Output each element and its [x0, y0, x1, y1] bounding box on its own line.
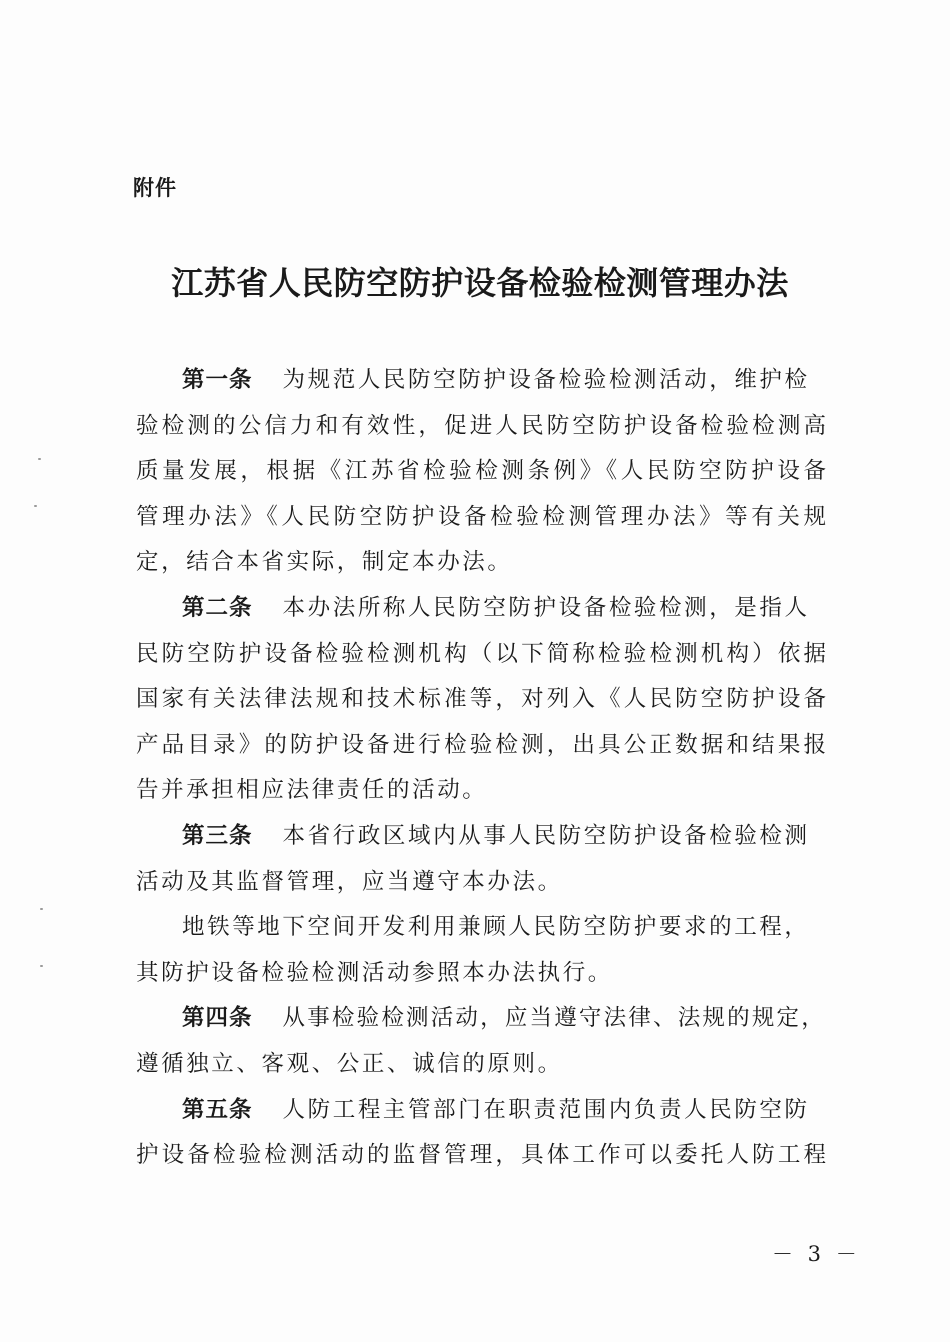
paragraph-line [136, 1042, 826, 1088]
paragraph-line [136, 495, 826, 541]
article-label: 第一条 [182, 367, 253, 393]
line-text: 产品目录》的防护设备进行检验检测，出具公正数据和结果报 [136, 731, 826, 758]
article-paragraph [136, 814, 826, 905]
paragraph-line [136, 358, 826, 404]
page-number: － 3 － [772, 1242, 861, 1266]
line-text: 定，结合本省实际，制定本办法。 [136, 549, 513, 576]
paragraph-line [136, 768, 826, 814]
paragraph-line [136, 996, 826, 1042]
line-text: 活动及其监督管理，应当遵守本办法。 [136, 868, 563, 895]
paragraph-line [136, 1088, 826, 1134]
article-label: 第三条 [182, 822, 253, 849]
line-text: 管理办法》《人民防空防护设备检验检测管理办法》等有关规 [136, 503, 826, 530]
line-text: 人防工程主管部门在职责范围内负责人民防空防 [282, 1096, 810, 1123]
document-title: 江苏省人民防空防护设备检验检测管理办法 [171, 264, 789, 302]
paragraph-line [136, 814, 826, 860]
paragraph-line [136, 449, 826, 495]
scan-speck [38, 458, 41, 460]
paragraph-line [136, 677, 826, 723]
article-paragraph [136, 1088, 826, 1179]
line-text: 验检测的公信力和有效性，促进人民防空防护设备检验检测高 [136, 412, 826, 439]
article-paragraph [136, 905, 826, 996]
paragraph-line [136, 1133, 826, 1179]
article-label: 第四条 [182, 1005, 253, 1032]
article-paragraph [136, 996, 826, 1087]
line-text: 从事检验检测活动，应当遵守法律、法规的规定， [282, 1005, 826, 1032]
scan-speck [40, 965, 43, 967]
line-text: 告并承担相应法律责任的活动。 [136, 777, 488, 804]
attachment-label: 附件 [133, 176, 177, 200]
paragraph-line [136, 586, 826, 632]
article-paragraph [136, 358, 826, 586]
paragraph-line [136, 404, 826, 450]
scan-speck [34, 505, 37, 507]
paragraph-line [136, 860, 826, 906]
line-text: 护设备检验检测活动的监督管理，具体工作可以委托人防工程 [136, 1142, 826, 1169]
line-text: 民防空防护设备检验检测机构（以下简称检验检测机构）依据 [136, 640, 826, 667]
line-text: 为规范人民防空防护设备检验检测活动，维护检 [282, 367, 810, 393]
article-paragraph [136, 586, 826, 814]
line-text: 遵循独立、客观、公正、诚信的原则。 [136, 1050, 563, 1077]
paragraph-line [136, 951, 826, 997]
paragraph-line [136, 632, 826, 678]
scan-speck [40, 908, 43, 910]
line-text: 国家有关法律法规和技术标准等，对列入《人民防空防护设备 [136, 686, 826, 713]
line-text: 本办法所称人民防空防护设备检验检测，是指人 [282, 594, 810, 621]
paragraph-line [136, 540, 826, 586]
line-text: 地铁等地下空间开发利用兼顾人民防空防护要求的工程， [182, 914, 810, 941]
article-label: 第二条 [182, 594, 253, 621]
line-text: 其防护设备检验检测活动参照本办法执行。 [136, 959, 613, 986]
line-text: 质量发展，根据《江苏省检验检测条例》《人民防空防护设备 [136, 458, 826, 485]
paragraph-line [136, 723, 826, 769]
article-label: 第五条 [182, 1096, 253, 1123]
paragraph-line [136, 905, 826, 951]
document-body [136, 358, 826, 1179]
line-text: 本省行政区域内从事人民防空防护设备检验检测 [282, 822, 810, 849]
